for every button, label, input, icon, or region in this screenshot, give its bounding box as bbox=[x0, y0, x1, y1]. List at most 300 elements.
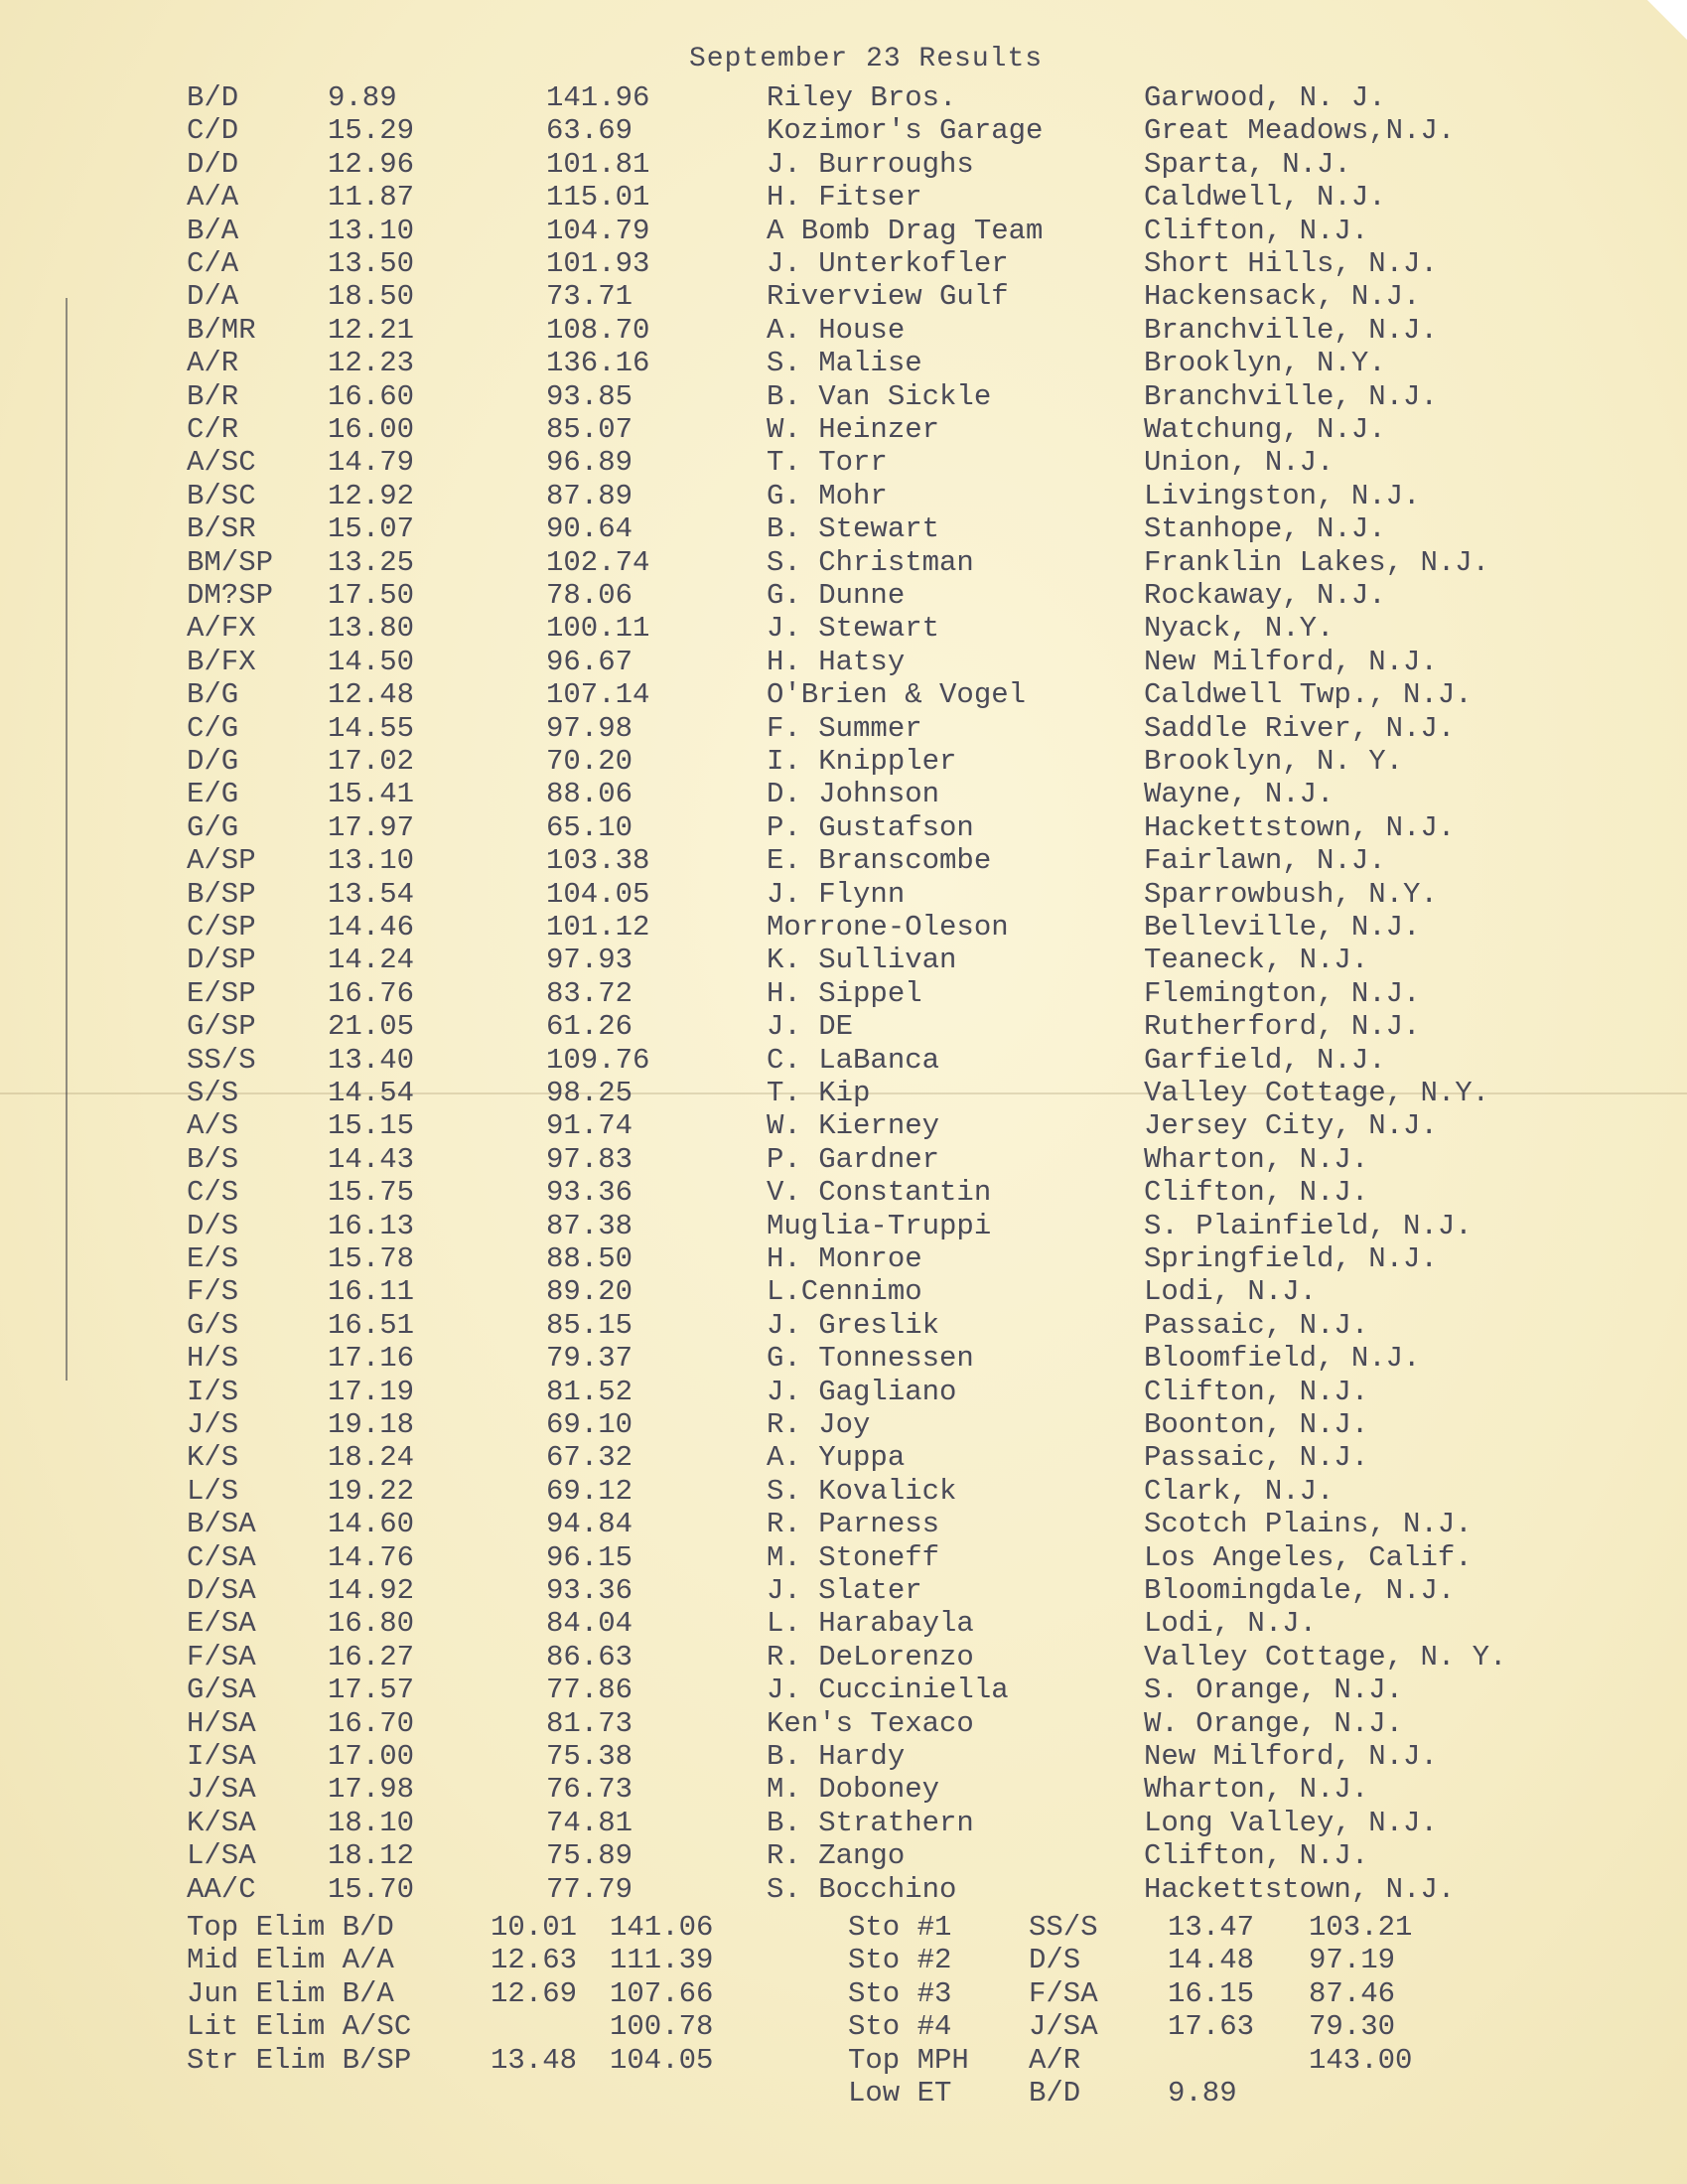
summary-label-right: Sto #4 bbox=[848, 2010, 952, 2044]
mph-cell: 103.38 bbox=[546, 844, 650, 878]
class-cell: B/S bbox=[187, 1142, 239, 1176]
result-row bbox=[0, 1641, 1687, 1674]
result-row bbox=[0, 1475, 1687, 1508]
result-row bbox=[0, 678, 1687, 711]
town-cell: Franklin Lakes, N.J. bbox=[1144, 545, 1490, 579]
name-cell: A. House bbox=[767, 313, 906, 347]
mph-cell: 77.86 bbox=[546, 1674, 633, 1707]
class-cell: A/A bbox=[187, 181, 239, 215]
class-cell: G/G bbox=[187, 810, 239, 844]
name-cell: S. Bocchino bbox=[767, 1872, 957, 1906]
town-cell: Nyack, N.Y. bbox=[1144, 612, 1335, 646]
result-row bbox=[0, 844, 1687, 877]
et-cell: 15.41 bbox=[328, 778, 415, 811]
summary-mph: 100.78 bbox=[610, 2010, 714, 2044]
result-row bbox=[0, 1607, 1687, 1640]
town-cell: Los Angeles, Calif. bbox=[1144, 1540, 1473, 1574]
town-cell: Hackettstown, N.J. bbox=[1144, 1872, 1456, 1906]
et-cell: 21.05 bbox=[328, 1010, 415, 1044]
et-cell: 12.92 bbox=[328, 479, 415, 512]
torn-corner bbox=[1647, 0, 1687, 40]
town-cell: Rockaway, N.J. bbox=[1144, 579, 1386, 612]
class-cell: D/S bbox=[187, 1209, 239, 1242]
et-cell: 17.16 bbox=[328, 1342, 415, 1376]
name-cell: B. Hardy bbox=[767, 1740, 906, 1773]
mph-cell: 89.20 bbox=[546, 1275, 633, 1309]
town-cell: Wharton, N.J. bbox=[1144, 1142, 1369, 1176]
result-row bbox=[0, 181, 1687, 214]
mph-cell: 100.11 bbox=[546, 612, 650, 646]
et-cell: 18.50 bbox=[328, 280, 415, 314]
summary-class-right: B/D bbox=[1029, 2077, 1081, 2110]
result-row bbox=[0, 1707, 1687, 1740]
et-cell: 14.54 bbox=[328, 1077, 415, 1109]
name-cell: J. Flynn bbox=[767, 877, 906, 911]
summary-mph-right: 79.30 bbox=[1309, 2010, 1396, 2044]
town-cell: Valley Cottage, N. Y. bbox=[1144, 1640, 1507, 1674]
name-cell: W. Heinzer bbox=[767, 413, 940, 446]
et-cell: 14.55 bbox=[328, 711, 415, 745]
result-row bbox=[0, 1077, 1687, 1109]
name-cell: R. DeLorenzo bbox=[767, 1640, 974, 1674]
name-cell: G. Dunne bbox=[767, 579, 906, 612]
summary-et: 12.63 bbox=[491, 1944, 578, 1977]
summary-row bbox=[0, 2044, 1687, 2077]
name-cell: R. Zango bbox=[767, 1839, 906, 1873]
et-cell: 16.70 bbox=[328, 1706, 415, 1740]
result-row bbox=[0, 1210, 1687, 1242]
et-cell: 17.97 bbox=[328, 810, 415, 844]
et-cell: 9.89 bbox=[328, 81, 397, 114]
class-cell: A/FX bbox=[187, 612, 256, 646]
et-cell: 11.87 bbox=[328, 181, 415, 215]
result-row bbox=[0, 148, 1687, 181]
class-cell: E/SA bbox=[187, 1607, 256, 1641]
mph-cell: 69.12 bbox=[546, 1474, 633, 1508]
summary-label: Mid Elim A/A bbox=[187, 1944, 394, 1977]
et-cell: 16.13 bbox=[328, 1209, 415, 1242]
result-row bbox=[0, 1242, 1687, 1275]
mph-cell: 87.89 bbox=[546, 479, 633, 512]
class-cell: G/SA bbox=[187, 1674, 256, 1707]
et-cell: 16.51 bbox=[328, 1308, 415, 1342]
summary-label-right: Top MPH bbox=[848, 2043, 969, 2077]
name-cell: Morrone-Oleson bbox=[767, 911, 1009, 944]
mph-cell: 93.36 bbox=[546, 1176, 633, 1210]
mph-cell: 96.67 bbox=[546, 645, 633, 678]
name-cell: J. DE bbox=[767, 1010, 854, 1044]
et-cell: 17.50 bbox=[328, 579, 415, 612]
result-row bbox=[0, 1839, 1687, 1872]
mph-cell: 88.06 bbox=[546, 778, 633, 811]
summary-mph: 141.06 bbox=[610, 1911, 714, 1944]
result-row bbox=[0, 1541, 1687, 1574]
town-cell: New Milford, N.J. bbox=[1144, 645, 1438, 678]
class-cell: A/R bbox=[187, 347, 239, 380]
et-cell: 15.70 bbox=[328, 1872, 415, 1906]
class-cell: A/SP bbox=[187, 844, 256, 878]
class-cell: S/S bbox=[187, 1077, 239, 1109]
result-row bbox=[0, 380, 1687, 413]
summary-row bbox=[0, 2077, 1687, 2110]
mph-cell: 69.10 bbox=[546, 1408, 633, 1441]
class-cell: J/SA bbox=[187, 1773, 256, 1807]
class-cell: J/S bbox=[187, 1408, 239, 1441]
et-cell: 13.80 bbox=[328, 612, 415, 646]
et-cell: 13.10 bbox=[328, 214, 415, 247]
name-cell: F. Summer bbox=[767, 711, 922, 745]
mph-cell: 70.20 bbox=[546, 745, 633, 778]
class-cell: L/SA bbox=[187, 1839, 256, 1873]
result-row bbox=[0, 114, 1687, 147]
name-cell: A. Yuppa bbox=[767, 1441, 906, 1475]
result-row bbox=[0, 1309, 1687, 1342]
class-cell: B/D bbox=[187, 81, 239, 114]
mph-cell: 98.25 bbox=[546, 1077, 633, 1109]
result-row bbox=[0, 1674, 1687, 1706]
class-cell: B/SP bbox=[187, 877, 256, 911]
name-cell: Riverview Gulf bbox=[767, 280, 1009, 314]
et-cell: 16.11 bbox=[328, 1275, 415, 1309]
summary-label-right: Low ET bbox=[848, 2077, 952, 2110]
et-cell: 13.50 bbox=[328, 247, 415, 280]
result-row bbox=[0, 1010, 1687, 1043]
summary-row bbox=[0, 1977, 1687, 2010]
summary-mph-right: 97.19 bbox=[1309, 1944, 1396, 1977]
result-row bbox=[0, 1342, 1687, 1375]
name-cell: S. Kovalick bbox=[767, 1474, 957, 1508]
result-row bbox=[0, 579, 1687, 612]
name-cell: T. Torr bbox=[767, 446, 888, 480]
summary-et: 12.69 bbox=[491, 1976, 578, 2010]
town-cell: Clifton, N.J. bbox=[1144, 1839, 1369, 1873]
summary-mph: 107.66 bbox=[610, 1976, 714, 2010]
name-cell: J. Stewart bbox=[767, 612, 940, 646]
result-row bbox=[0, 712, 1687, 745]
town-cell: Long Valley, N.J. bbox=[1144, 1806, 1438, 1839]
class-cell: F/S bbox=[187, 1275, 239, 1309]
summary-label: Str Elim B/SP bbox=[187, 2043, 412, 2077]
class-cell: B/G bbox=[187, 678, 239, 712]
class-cell: D/D bbox=[187, 147, 239, 181]
class-cell: I/S bbox=[187, 1375, 239, 1408]
name-cell: P. Gustafson bbox=[767, 810, 974, 844]
town-cell: Bloomfield, N.J. bbox=[1144, 1342, 1421, 1376]
class-cell: C/D bbox=[187, 114, 239, 148]
et-cell: 12.48 bbox=[328, 678, 415, 712]
result-row bbox=[0, 911, 1687, 944]
class-cell: A/S bbox=[187, 1109, 239, 1143]
class-cell: D/G bbox=[187, 745, 239, 778]
result-row bbox=[0, 314, 1687, 347]
name-cell: S. Malise bbox=[767, 347, 922, 380]
et-cell: 15.07 bbox=[328, 512, 415, 546]
town-cell: Union, N.J. bbox=[1144, 446, 1335, 480]
town-cell: Sparrowbush, N.Y. bbox=[1144, 877, 1438, 911]
class-cell: B/SC bbox=[187, 479, 256, 512]
result-row bbox=[0, 1143, 1687, 1176]
result-row bbox=[0, 1044, 1687, 1077]
result-row bbox=[0, 646, 1687, 678]
result-row bbox=[0, 1275, 1687, 1308]
mph-cell: 85.15 bbox=[546, 1308, 633, 1342]
et-cell: 15.75 bbox=[328, 1176, 415, 1210]
name-cell: P. Gardner bbox=[767, 1142, 940, 1176]
town-cell: Garwood, N. J. bbox=[1144, 81, 1386, 114]
et-cell: 13.25 bbox=[328, 545, 415, 579]
summary-class-right: J/SA bbox=[1029, 2010, 1098, 2044]
mph-cell: 65.10 bbox=[546, 810, 633, 844]
town-cell: S. Orange, N.J. bbox=[1144, 1674, 1404, 1707]
result-row bbox=[0, 1109, 1687, 1142]
class-cell: E/G bbox=[187, 778, 239, 811]
result-row bbox=[0, 1408, 1687, 1441]
et-cell: 18.24 bbox=[328, 1441, 415, 1475]
summary-class-right: A/R bbox=[1029, 2043, 1081, 2077]
town-cell: Livingston, N.J. bbox=[1144, 479, 1421, 512]
summary-et: 13.48 bbox=[491, 2043, 578, 2077]
name-cell: H. Monroe bbox=[767, 1242, 922, 1275]
result-row bbox=[0, 1873, 1687, 1906]
town-cell: Scotch Plains, N.J. bbox=[1144, 1508, 1473, 1541]
town-cell: W. Orange, N.J. bbox=[1144, 1706, 1404, 1740]
et-cell: 14.92 bbox=[328, 1574, 415, 1607]
town-cell: Valley Cottage, N.Y. bbox=[1144, 1077, 1490, 1109]
et-cell: 15.15 bbox=[328, 1109, 415, 1143]
town-cell: Short Hills, N.J. bbox=[1144, 247, 1438, 280]
class-cell: G/SP bbox=[187, 1010, 256, 1044]
result-row bbox=[0, 81, 1687, 114]
class-cell: C/SP bbox=[187, 911, 256, 944]
town-cell: Branchville, N.J. bbox=[1144, 379, 1438, 413]
mph-cell: 102.74 bbox=[546, 545, 650, 579]
result-row bbox=[0, 977, 1687, 1010]
mph-cell: 81.52 bbox=[546, 1375, 633, 1408]
summary-mph: 111.39 bbox=[610, 1944, 714, 1977]
mph-cell: 85.07 bbox=[546, 413, 633, 446]
town-cell: Clifton, N.J. bbox=[1144, 214, 1369, 247]
et-cell: 19.22 bbox=[328, 1474, 415, 1508]
mph-cell: 94.84 bbox=[546, 1508, 633, 1541]
name-cell: J. Cucciniella bbox=[767, 1674, 1009, 1707]
summary-label: Top Elim B/D bbox=[187, 1911, 394, 1944]
et-cell: 14.43 bbox=[328, 1142, 415, 1176]
mph-cell: 75.38 bbox=[546, 1740, 633, 1773]
summary-et-right: 16.15 bbox=[1168, 1976, 1255, 2010]
result-row bbox=[0, 612, 1687, 645]
name-cell: B. Strathern bbox=[767, 1806, 974, 1839]
et-cell: 14.50 bbox=[328, 645, 415, 678]
class-cell: H/SA bbox=[187, 1706, 256, 1740]
page-title: September 23 Results bbox=[689, 44, 1044, 74]
class-cell: C/R bbox=[187, 413, 239, 446]
et-cell: 15.78 bbox=[328, 1242, 415, 1275]
town-cell: Brooklyn, N.Y. bbox=[1144, 347, 1386, 380]
et-cell: 16.00 bbox=[328, 413, 415, 446]
result-row bbox=[0, 745, 1687, 778]
result-row bbox=[0, 446, 1687, 479]
et-cell: 18.10 bbox=[328, 1806, 415, 1839]
town-cell: Caldwell Twp., N.J. bbox=[1144, 678, 1473, 712]
summary-et-right: 9.89 bbox=[1168, 2077, 1237, 2110]
summary-label: Lit Elim A/SC bbox=[187, 2010, 412, 2044]
town-cell: Rutherford, N.J. bbox=[1144, 1010, 1421, 1044]
summary-label-right: Sto #1 bbox=[848, 1911, 952, 1944]
town-cell: Hackettstown, N.J. bbox=[1144, 810, 1456, 844]
summary-et-right: 17.63 bbox=[1168, 2010, 1255, 2044]
class-cell: A/SC bbox=[187, 446, 256, 480]
mph-cell: 136.16 bbox=[546, 347, 650, 380]
name-cell: Kozimor's Garage bbox=[767, 114, 1044, 148]
town-cell: Lodi, N.J. bbox=[1144, 1275, 1318, 1309]
town-cell: Hackensack, N.J. bbox=[1144, 280, 1421, 314]
mph-cell: 108.70 bbox=[546, 313, 650, 347]
name-cell: M. Doboney bbox=[767, 1773, 940, 1807]
town-cell: S. Plainfield, N.J. bbox=[1144, 1209, 1473, 1242]
mph-cell: 76.73 bbox=[546, 1773, 633, 1807]
et-cell: 14.76 bbox=[328, 1540, 415, 1574]
class-cell: C/S bbox=[187, 1176, 239, 1210]
class-cell: H/S bbox=[187, 1342, 239, 1376]
mph-cell: 75.89 bbox=[546, 1839, 633, 1873]
mph-cell: 109.76 bbox=[546, 1043, 650, 1077]
town-cell: Lodi, N.J. bbox=[1144, 1607, 1318, 1641]
town-cell: Fairlawn, N.J. bbox=[1144, 844, 1386, 878]
summary-mph: 104.05 bbox=[610, 2043, 714, 2077]
mph-cell: 107.14 bbox=[546, 678, 650, 712]
name-cell: K. Sullivan bbox=[767, 944, 957, 977]
name-cell: B. Van Sickle bbox=[767, 379, 992, 413]
result-row bbox=[0, 778, 1687, 810]
town-cell: Springfield, N.J. bbox=[1144, 1242, 1438, 1275]
class-cell: D/SP bbox=[187, 944, 256, 977]
result-row bbox=[0, 1574, 1687, 1607]
class-cell: K/S bbox=[187, 1441, 239, 1475]
et-cell: 16.27 bbox=[328, 1640, 415, 1674]
name-cell: M. Stoneff bbox=[767, 1540, 940, 1574]
name-cell: V. Constantin bbox=[767, 1176, 992, 1210]
town-cell: Wharton, N.J. bbox=[1144, 1773, 1369, 1807]
name-cell: T. Kip bbox=[767, 1077, 871, 1109]
class-cell: BM/SP bbox=[187, 545, 274, 579]
et-cell: 15.29 bbox=[328, 114, 415, 148]
et-cell: 14.24 bbox=[328, 944, 415, 977]
class-cell: B/SR bbox=[187, 512, 256, 546]
result-row bbox=[0, 1773, 1687, 1806]
summary-et-right: 14.48 bbox=[1168, 1944, 1255, 1977]
summary-et: 10.01 bbox=[491, 1911, 578, 1944]
name-cell: W. Kierney bbox=[767, 1109, 940, 1143]
name-cell: E. Branscombe bbox=[767, 844, 992, 878]
mph-cell: 81.73 bbox=[546, 1706, 633, 1740]
mph-cell: 104.79 bbox=[546, 214, 650, 247]
result-row bbox=[0, 280, 1687, 313]
name-cell: C. LaBanca bbox=[767, 1043, 940, 1077]
mph-cell: 78.06 bbox=[546, 579, 633, 612]
mph-cell: 104.05 bbox=[546, 877, 650, 911]
mph-cell: 63.69 bbox=[546, 114, 633, 148]
class-cell: L/S bbox=[187, 1474, 239, 1508]
mph-cell: 101.12 bbox=[546, 911, 650, 944]
mph-cell: 79.37 bbox=[546, 1342, 633, 1376]
name-cell: Muglia-Truppi bbox=[767, 1209, 992, 1242]
class-cell: C/G bbox=[187, 711, 239, 745]
et-cell: 14.79 bbox=[328, 446, 415, 480]
class-cell: B/SA bbox=[187, 1508, 256, 1541]
summary-row bbox=[0, 2010, 1687, 2043]
et-cell: 13.54 bbox=[328, 877, 415, 911]
mph-cell: 97.98 bbox=[546, 711, 633, 745]
et-cell: 14.46 bbox=[328, 911, 415, 944]
town-cell: Passaic, N.J. bbox=[1144, 1441, 1369, 1475]
result-row bbox=[0, 1740, 1687, 1773]
mph-cell: 93.85 bbox=[546, 379, 633, 413]
class-cell: C/A bbox=[187, 247, 239, 280]
mph-cell: 115.01 bbox=[546, 181, 650, 215]
et-cell: 19.18 bbox=[328, 1408, 415, 1441]
class-cell: E/SP bbox=[187, 976, 256, 1010]
name-cell: H. Fitser bbox=[767, 181, 922, 215]
class-cell: D/SA bbox=[187, 1574, 256, 1607]
class-cell: DM?SP bbox=[187, 579, 274, 612]
name-cell: R. Joy bbox=[767, 1408, 871, 1441]
name-cell: L.Cennimo bbox=[767, 1275, 922, 1309]
town-cell: Passaic, N.J. bbox=[1144, 1308, 1369, 1342]
town-cell: Watchung, N.J. bbox=[1144, 413, 1386, 446]
mph-cell: 77.79 bbox=[546, 1872, 633, 1906]
et-cell: 18.12 bbox=[328, 1839, 415, 1873]
summary-row bbox=[0, 1911, 1687, 1944]
name-cell: I. Knippler bbox=[767, 745, 957, 778]
summary-label-right: Sto #2 bbox=[848, 1944, 952, 1977]
et-cell: 17.19 bbox=[328, 1375, 415, 1408]
class-cell: K/SA bbox=[187, 1806, 256, 1839]
mph-cell: 84.04 bbox=[546, 1607, 633, 1641]
et-cell: 13.10 bbox=[328, 844, 415, 878]
mph-cell: 141.96 bbox=[546, 81, 650, 114]
mph-cell: 101.93 bbox=[546, 247, 650, 280]
name-cell: H. Hatsy bbox=[767, 645, 906, 678]
town-cell: Jersey City, N.J. bbox=[1144, 1109, 1438, 1143]
summary-class-right: SS/S bbox=[1029, 1911, 1098, 1944]
et-cell: 17.57 bbox=[328, 1674, 415, 1707]
summary-label-right: Sto #3 bbox=[848, 1976, 952, 2010]
et-cell: 16.60 bbox=[328, 379, 415, 413]
result-row bbox=[0, 811, 1687, 844]
result-row bbox=[0, 413, 1687, 446]
result-row bbox=[0, 247, 1687, 280]
mph-cell: 91.74 bbox=[546, 1109, 633, 1143]
mph-cell: 86.63 bbox=[546, 1640, 633, 1674]
town-cell: Caldwell, N.J. bbox=[1144, 181, 1386, 215]
summary-mph-right: 87.46 bbox=[1309, 1976, 1396, 2010]
town-cell: New Milford, N.J. bbox=[1144, 1740, 1438, 1773]
mph-cell: 97.83 bbox=[546, 1142, 633, 1176]
result-row bbox=[0, 546, 1687, 579]
name-cell: R. Parness bbox=[767, 1508, 940, 1541]
result-row bbox=[0, 347, 1687, 379]
result-row bbox=[0, 215, 1687, 247]
town-cell: Belleville, N.J. bbox=[1144, 911, 1421, 944]
summary-mph-right: 143.00 bbox=[1309, 2043, 1413, 2077]
town-cell: Garfield, N.J. bbox=[1144, 1043, 1386, 1077]
et-cell: 14.60 bbox=[328, 1508, 415, 1541]
result-row bbox=[0, 512, 1687, 545]
town-cell: Teaneck, N.J. bbox=[1144, 944, 1369, 977]
town-cell: Clifton, N.J. bbox=[1144, 1375, 1369, 1408]
class-cell: C/SA bbox=[187, 1540, 256, 1574]
mph-cell: 67.32 bbox=[546, 1441, 633, 1475]
